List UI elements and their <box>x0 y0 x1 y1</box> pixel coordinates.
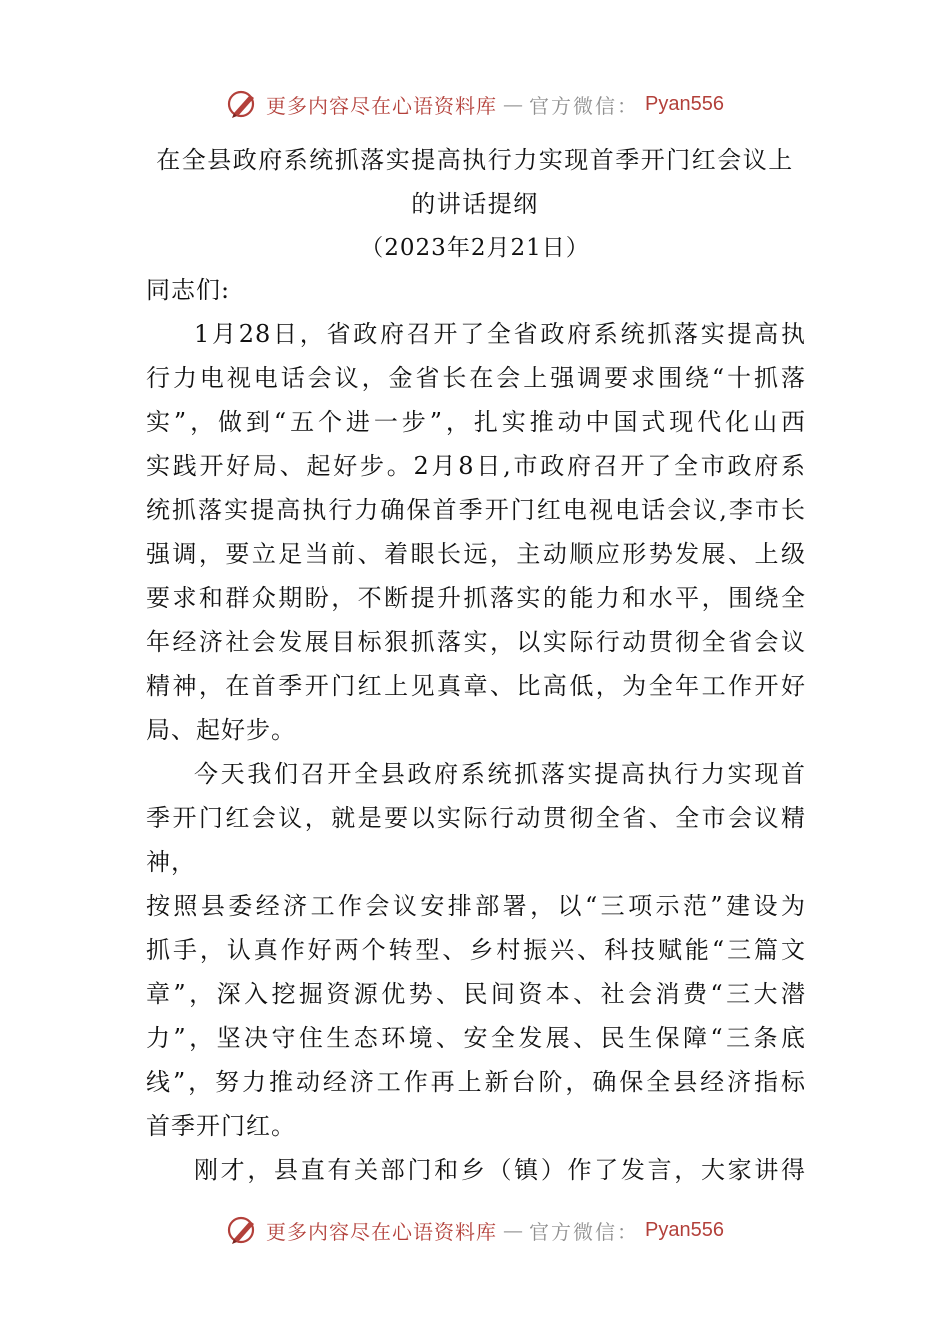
body-line: 实践开好局、起好步。2月8日,市政府召开了全市政府系 <box>146 452 806 480</box>
body-line: 精神，在首季开门红上见真章、比高低，为全年工作开好 <box>146 672 806 700</box>
watermark-wechat-id: Pyan556 <box>645 1218 724 1241</box>
body-line: 局、起好步。 <box>146 716 296 744</box>
body-line: 实”，做到“五个进一步”，扎实推动中国式现代化山西 <box>146 408 806 436</box>
body-line: 1月28日，省政府召开了全省政府系统抓落实提高执 <box>194 320 806 348</box>
watermark-brand: 更多内容尽在心语资料库 <box>266 93 498 118</box>
body-line: 线”，努力推动经济工作再上新台阶，确保全县经济指标 <box>146 1068 806 1096</box>
watermark-dash: — <box>503 92 524 116</box>
header-watermark <box>0 84 950 124</box>
body-line: 章”，深入挖掘资源优势、民间资本、社会消费“三大潜 <box>146 980 806 1008</box>
pen-logo-icon <box>226 87 260 121</box>
footer-watermark <box>0 1210 950 1250</box>
body-line: 今天我们召开全县政府系统抓落实提高执行力实现首 <box>194 760 806 788</box>
watermark-wechat-id: Pyan556 <box>645 92 724 115</box>
body-line: 强调，要立足当前、着眼长远，主动顺应形势发展、上级 <box>146 540 806 568</box>
body-line: 首季开门红。 <box>146 1112 296 1140</box>
body-line: 力”，坚决守住生态环境、安全发展、民生保障“三条底 <box>146 1024 806 1052</box>
body-line: 行力电视电话会议，金省长在会上强调要求围绕“十抓落 <box>146 364 806 392</box>
document-date: （2023年2月21日） <box>360 235 590 261</box>
watermark-official-label: 官方微信： <box>529 93 640 118</box>
body-line: 统抓落实提高执行力确保首季开门红电视电话会议,李市长 <box>146 496 806 524</box>
document-title-line-2: 的讲话提纲 <box>411 190 539 218</box>
body-line: 季开门红会议，就是要以实际行动贯彻全省、全市会议精 <box>146 804 806 832</box>
watermark-official-label: 官方微信： <box>529 1219 640 1244</box>
body-line: 年经济社会发展目标狠抓落实，以实际行动贯彻全省会议 <box>146 628 806 656</box>
body-line: 抓手，认真作好两个转型、乡村振兴、科技赋能“三篇文 <box>146 936 806 964</box>
body-line: 要求和群众期盼，不断提升抓落实的能力和水平，围绕全 <box>146 584 806 612</box>
body-line: 刚才，县直有关部门和乡（镇）作了发言，大家讲得 <box>194 1156 806 1184</box>
pen-logo-icon <box>226 1213 260 1247</box>
document-body <box>146 268 806 1192</box>
body-line: 神， <box>146 848 196 876</box>
body-line: 按照县委经济工作会议安排部署，以“三项示范”建设为 <box>146 892 806 920</box>
watermark-brand: 更多内容尽在心语资料库 <box>266 1219 498 1244</box>
document-title-line-1: 在全县政府系统抓落实提高执行力实现首季开门红会议上 <box>156 146 794 174</box>
body-line: 同志们: <box>146 276 231 304</box>
watermark-dash: — <box>503 1218 524 1242</box>
